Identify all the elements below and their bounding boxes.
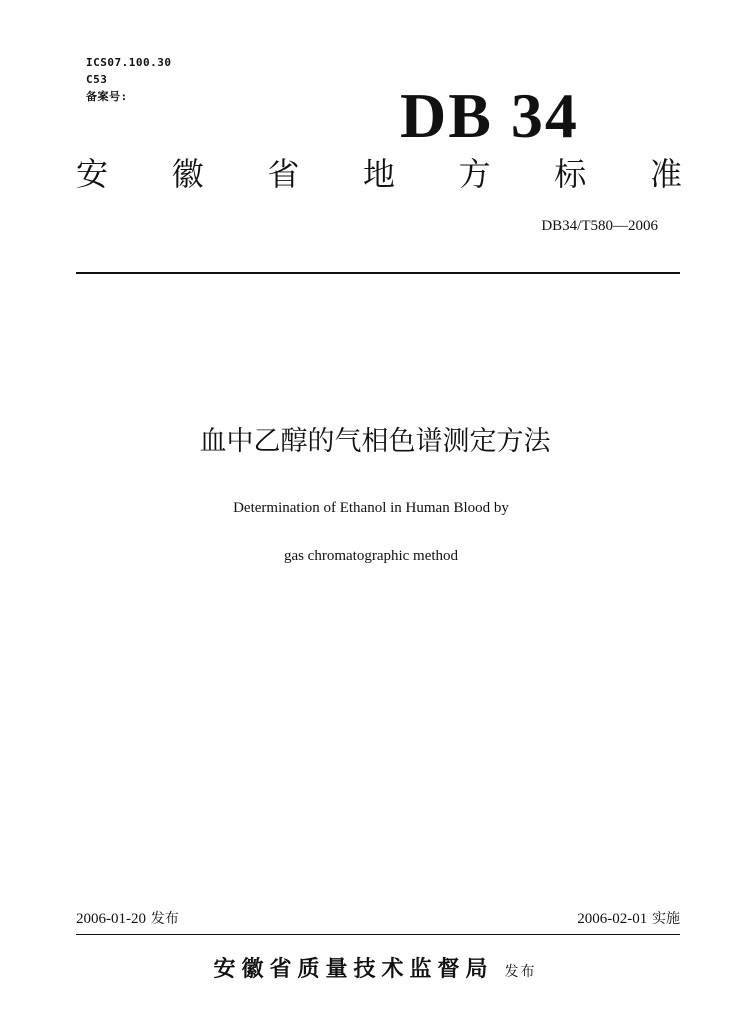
implementation-date-label: 实施	[652, 911, 680, 927]
publisher-action: 发布	[504, 964, 537, 980]
db-logo: DB 34	[400, 80, 579, 151]
standard-title-char: 标	[554, 155, 587, 193]
standard-code: DB34/T580—2006	[541, 218, 658, 234]
publisher-organization: 安徽省质量技术监督局	[213, 957, 494, 982]
standard-title-char: 徽	[171, 155, 204, 193]
standard-title-char: 地	[362, 155, 395, 193]
filing-number-label: 备案号:	[86, 90, 128, 103]
standard-title-char: 安	[76, 155, 109, 193]
issue-date	[76, 908, 179, 929]
standard-title-char: 方	[458, 155, 491, 193]
bottom-divider	[76, 934, 680, 935]
issue-date-label: 发布	[150, 911, 179, 927]
implementation-date	[577, 908, 680, 929]
header-meta	[86, 54, 171, 105]
standard-title	[76, 154, 682, 194]
standard-title-char: 准	[649, 155, 682, 193]
implementation-date-value: 2006-02-01	[577, 911, 648, 927]
issue-date-value: 2006-01-20	[76, 911, 146, 927]
top-divider	[76, 272, 680, 274]
document-title-chinese: 血中乙醇的气相色谱测定方法	[199, 426, 551, 457]
document-title-english-line1: Determination of Ethanol in Human Blood by	[233, 500, 509, 516]
ics-code: ICS07.100.30	[86, 56, 172, 69]
document-title-english-line2: gas chromatographic method	[283, 548, 459, 564]
publisher	[0, 952, 750, 983]
category-code: C53	[86, 73, 108, 86]
standard-title-char: 省	[267, 155, 300, 193]
